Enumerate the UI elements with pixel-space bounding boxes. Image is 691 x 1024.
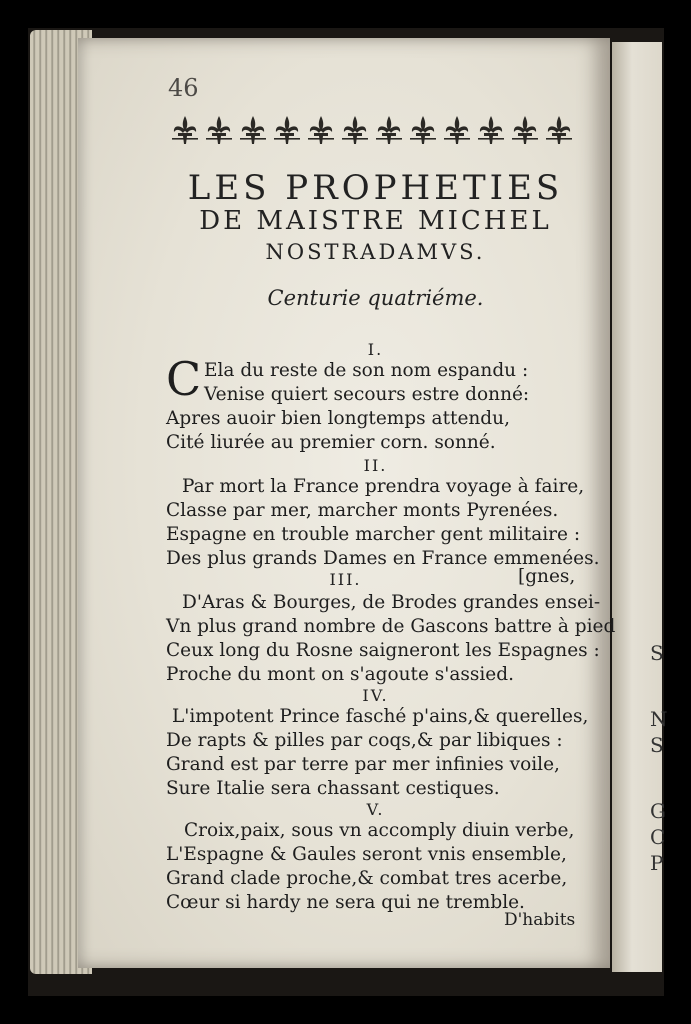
verse-line: Grand clade proche,& combat tres acerbe, [166, 868, 568, 889]
facing-letter: S [650, 641, 664, 665]
verse-line: Apres auoir bien longtemps attendu, [166, 408, 510, 429]
verse-line: L'Espagne & Gaules seront vnis ensemble, [166, 844, 567, 865]
verse-line: Des plus grands Dames en France emmenées. [166, 548, 600, 569]
facing-letter: C [650, 825, 666, 849]
turnover-bracket: [gnes, [518, 566, 576, 587]
title-line-3: NOSTRADAMVS. [265, 240, 486, 264]
verse-line: Ceux long du Rosne saigneront les Espagnes : [166, 640, 600, 661]
facing-letter: G [650, 799, 666, 823]
verse-line: Par mort la France prendra voyage à faire, [182, 476, 585, 497]
drop-cap: C [166, 352, 202, 406]
facing-letter: N [650, 707, 668, 731]
facing-letter: P [650, 851, 664, 875]
quatrain-number: I. [367, 340, 384, 359]
verse-line: Proche du mont on s'agoute s'assied. [166, 664, 514, 685]
verse-line: Ela du reste de son nom espandu : [204, 360, 529, 381]
title-line-1: LES PROPHETIES [187, 168, 564, 208]
quatrain-number: II. [363, 456, 388, 475]
quatrain-number: V. [366, 800, 385, 819]
facing-page-letters [650, 640, 668, 876]
page-number: 46 [168, 74, 199, 102]
verse-line: L'impotent Prince fasché p'ains,& querelles, [172, 706, 589, 727]
fleur-de-lis-ornament-band [170, 112, 580, 148]
verse-line: Espagne en trouble marcher gent militaire : [166, 524, 581, 545]
catchword: D'habits [504, 910, 576, 930]
quatrain-number: IV. [362, 686, 389, 705]
verse-line: Sure Italie sera chassant cestiques. [166, 778, 500, 799]
section-heading: Centurie quatriéme. [267, 286, 484, 310]
verse-line: De rapts & pilles par coqs,& par libiques : [166, 730, 563, 751]
verse-line: D'Aras & Bourges, de Brodes grandes ensei- [182, 592, 601, 613]
verse-line: Cité liurée au premier corn. sonné. [166, 432, 496, 453]
verse-line: Classe par mer, marcher monts Pyrenées. [166, 500, 559, 521]
facing-letter: S [650, 733, 664, 757]
verse-line: Grand est par terre par mer infinies voile, [166, 754, 560, 775]
quatrain-number: III. [329, 570, 362, 589]
verse-line: Venise quiert secours estre donné: [204, 384, 530, 405]
verse-line: Croix,paix, sous vn accomply diuin verbe, [184, 820, 575, 841]
verse-line: Vn plus grand nombre de Gascons battre à pied [166, 616, 616, 637]
title-line-2: DE MAISTRE MICHEL [199, 206, 552, 236]
verse-line: Cœur si hardy ne sera qui ne tremble. [166, 892, 525, 913]
